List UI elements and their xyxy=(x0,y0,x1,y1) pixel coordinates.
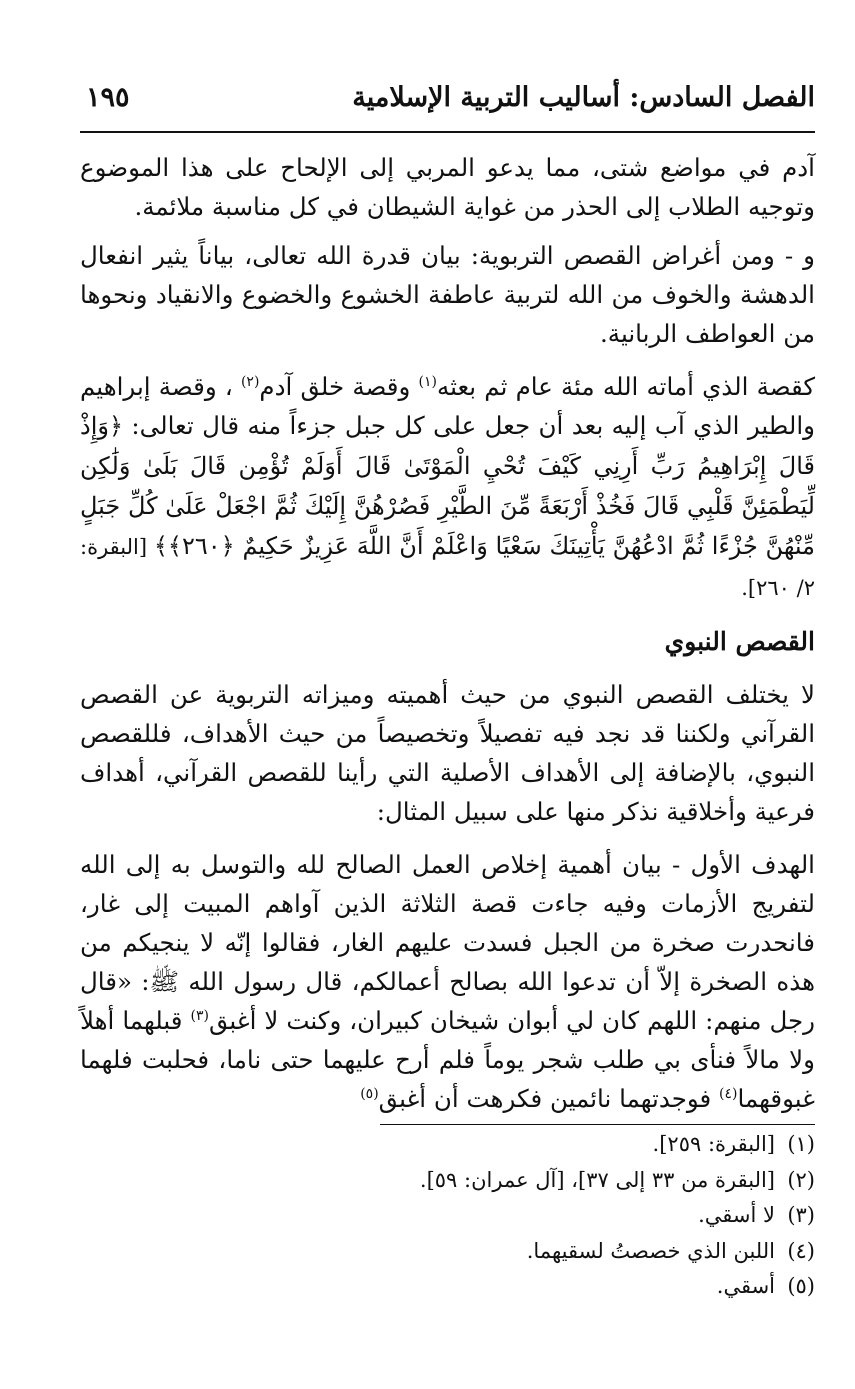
footnote-number: (١) xyxy=(787,1132,815,1156)
footnote-text: اللبن الذي خصصتُ لسقيهما. xyxy=(526,1238,775,1263)
quran-verse: ﴿وَإِذْ قَالَ إِبْرَاهِيمُ رَبِّ أَرِنِي كَيْفَ تُحْيِ الْمَوْتَىٰ قَالَ أَوَلَمْ تُؤْمِن قَالَ بَلَىٰ وَلَٰكِن لِّيَطْمَئِنَّ قَلْبِي قَالَ فَخُذْ أَرْبَعَةً مِّنَ الطَّيْرِ فَصُرْهُنَّ إِلَيْكَ ثُمَّ اجْعَلْ عَلَىٰ كُلِّ جَبَلٍ مِّنْهُنَّ جُزْءًا ثُمَّ ادْعُهُنَّ يَأْتِينَكَ سَعْيًا وَاعْلَمْ أَنَّ اللَّهَ عَزِيزٌ حَكِيمٌ ﴿٢٦٠﴾﴾ xyxy=(80,412,815,560)
footnote xyxy=(300,1234,815,1270)
paragraph: آدم في مواضع شتى، مما يدعو المربي إلى الإلحاح على هذا الموضوع وتوجيه الطلاب إلى الحذر من غواية الشيطان في كل مناسبة ملائمة. xyxy=(80,153,815,221)
footnote-marker: (١) xyxy=(418,373,437,390)
footnote-number: (٤) xyxy=(787,1238,815,1263)
footnote-marker: (٣) xyxy=(190,1007,209,1024)
footnotes xyxy=(300,1127,815,1305)
footnote-text: [البقرة: ٢٥٩]. xyxy=(652,1132,775,1156)
footnote-text: لا أسقي. xyxy=(698,1203,775,1227)
footnote-number: (٢) xyxy=(787,1167,815,1192)
section-heading: القصص النبوي xyxy=(664,627,815,656)
footnote xyxy=(300,1127,815,1163)
footnote-number: (٣) xyxy=(787,1203,815,1227)
page-number: ١٩٥ xyxy=(86,82,130,113)
paragraph-text: وقصة خلق آدم xyxy=(259,372,419,401)
paragraph: و - ومن أغراض القصص التربوية: بيان قدرة الله تعالى، بياناً يثير انفعال الدهشة والخوف من الله لتربية عاطفة الخشوع والخضوع والانقياد ونحوها من العواطف الربانية. xyxy=(80,241,815,348)
footnote xyxy=(300,1163,815,1199)
footnote-text: أسقي. xyxy=(716,1274,775,1298)
paragraph-text: ، وقصة إبراهيم والطير الذي آب إليه بعد أن جعل على كل جبل جزءاً منه قال تعالى: xyxy=(80,372,815,440)
paragraph-text: الهدف الأول - بيان أهمية إخلاص العمل الصالح لله والتوسل به إلى الله لتفريج الأزمات وفيه جاءت قصة الثلاثة الذين آواهم المبيت إلى غار، فانحدرت صخرة من الجبل فسدت عليهم الغار، فقالوا إنّه لا ينجيكم من هذه الصخرة إلاّ أن تدعوا الله بصالح أعمالكم، قال رسول الله ﷺ: «قال رجل منهم: اللهم كان لي أبوان شيخان كبيران، وكنت لا أغبق xyxy=(80,850,816,1035)
footnote xyxy=(300,1198,815,1234)
paragraph-text: كقصة الذي أماته الله مئة عام ثم بعثه xyxy=(436,372,816,401)
page-header xyxy=(80,78,815,128)
main-text xyxy=(80,148,815,1132)
paragraph-with-verse xyxy=(80,367,815,608)
header-divider xyxy=(80,131,815,133)
chapter-title: الفصل السادس: أساليب التربية الإسلامية xyxy=(352,82,815,113)
paragraph-text: فوجدتهما نائمين فكرهت أن أغبق xyxy=(378,1084,720,1113)
footnote-text: [البقرة من ٣٣ إلى ٣٧]، [آل عمران: ٥٩]. xyxy=(419,1167,775,1192)
footnote-number: (٥) xyxy=(787,1274,815,1298)
footnote-marker: (٤) xyxy=(719,1085,738,1102)
paragraph: لا يختلف القصص النبوي من حيث أهميته وميزاته التربوية عن القصص القرآني ولكننا قد نجد فيه تفصيلاً وتخصيصاً من حيث الأهداف، فللقصص النبوي، بالإضافة إلى الأهداف الأصلية التي رأينا للقصص القرآني، أهداف فرعية وأخلاقية نذكر منها على سبيل المثال: xyxy=(80,680,815,826)
footnote-marker: (٢) xyxy=(240,373,260,390)
paragraph-text: قبلهما أهلاً ولا مالاً فنأى بي طلب شجر يوماً فلم أرح عليهما حتى ناما، فحلبت فلهما غبوقهما xyxy=(80,1006,815,1113)
footnote-marker: (٥) xyxy=(360,1085,379,1102)
footnote xyxy=(300,1269,815,1305)
footnote-divider xyxy=(380,1124,815,1125)
verse-reference: [البقرة: ٢/ ٢٦٠]. xyxy=(80,535,815,600)
paragraph xyxy=(80,845,815,1118)
